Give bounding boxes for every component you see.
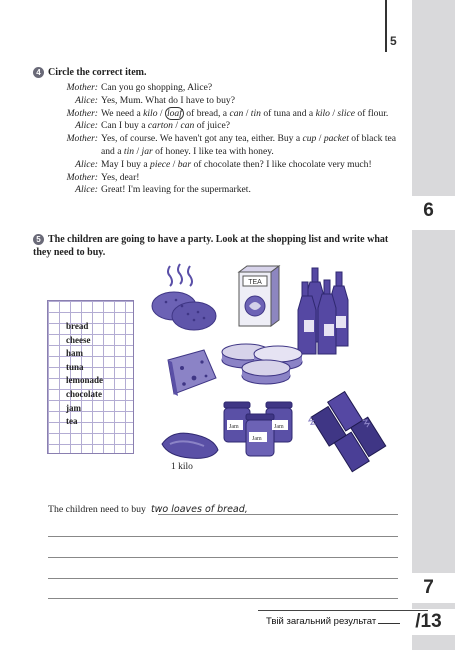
dialog-speech	[101, 133, 402, 159]
jam-jars-picture	[222, 398, 298, 458]
speech-text: of juice?	[194, 120, 230, 132]
jam-label: Jam	[252, 436, 262, 442]
sidebar	[412, 0, 455, 650]
chocolate-bars-picture	[316, 388, 386, 472]
speech-text: May I buy a	[101, 158, 151, 170]
tea-box-label: TEA	[248, 279, 262, 286]
dialog-speech	[101, 95, 402, 108]
answer-line[interactable]	[48, 578, 398, 579]
dialog-speech	[101, 159, 402, 172]
speech-text: /	[316, 133, 324, 145]
answer-option[interactable]: packet	[323, 133, 349, 145]
score-mark-task4: 6	[402, 196, 455, 230]
speech-text: of flour.	[355, 107, 389, 119]
answer-prompt: The children need to buy two loaves of bread,	[48, 504, 248, 515]
total-result: Твій загальний результат	[266, 616, 402, 627]
dialog-speaker: Mother:	[66, 107, 98, 119]
speech-text: Can you go shopping, Alice?	[101, 82, 213, 93]
dialog-line	[46, 120, 402, 133]
dialog-line	[46, 95, 402, 108]
shopping-list-item: tea	[66, 416, 78, 427]
answer-option[interactable]: can	[180, 120, 195, 132]
dialog-line	[46, 159, 402, 172]
speech-text: /	[329, 107, 338, 119]
dialog-speaker: Alice:	[75, 120, 98, 132]
score-mark-total: /13	[402, 609, 455, 635]
shopping-list-item: cheese	[66, 334, 91, 345]
dialog-speech	[101, 184, 402, 197]
answer-line[interactable]	[158, 514, 398, 515]
answer-option[interactable]: piece	[150, 158, 171, 170]
speech-text: We need a	[101, 107, 144, 119]
speech-text: Yes, Mum. What do I have to buy?	[101, 94, 235, 106]
ham-caption: 1 kilo	[171, 462, 193, 472]
dialog-line	[46, 172, 402, 185]
task5-title: The children are going to have a party. Look at the shopping list and write what they need to buy.	[33, 234, 389, 258]
shopping-list	[66, 320, 103, 429]
answer-option[interactable]: carton	[147, 120, 173, 132]
speech-text: of tuna and a	[260, 107, 316, 119]
bread-picture	[148, 262, 218, 334]
result-rule	[258, 610, 428, 611]
shopping-list-item: jam	[66, 402, 81, 413]
speech-text: Yes, dear!	[101, 171, 140, 183]
result-blank[interactable]	[378, 623, 400, 624]
answer-option[interactable]: slice	[337, 107, 356, 119]
jam-label: Jam	[274, 424, 284, 430]
circled-answer[interactable]: loaf	[166, 107, 182, 119]
handwritten-answer: two loaves of bread,	[150, 504, 248, 515]
speech-text: /	[134, 145, 142, 157]
answer-line[interactable]	[48, 598, 398, 599]
answer-option[interactable]: jar	[141, 145, 153, 157]
top-rule	[385, 0, 387, 52]
task4-heading	[33, 66, 146, 79]
dialog-speech	[101, 172, 402, 185]
shopping-list-item: ham	[66, 348, 84, 359]
speech-text: /	[172, 120, 181, 132]
dialog-speaker: Mother:	[66, 171, 98, 183]
speech-text: of chocolate then? I like chocolate very much!	[191, 158, 372, 170]
tea-box-picture	[235, 264, 283, 328]
dialog-line	[46, 133, 402, 159]
speech-text: of bread, a	[183, 107, 230, 119]
dialog-speech	[101, 108, 402, 121]
dialog-speaker: Alice:	[75, 158, 98, 170]
answer-option[interactable]: tin	[123, 145, 135, 157]
answer-option[interactable]: tin	[250, 107, 261, 119]
task4-dialog	[46, 82, 402, 197]
dialog-line	[46, 82, 402, 95]
task-number-badge: 4	[33, 67, 44, 78]
dialog-speaker: Alice:	[75, 184, 98, 196]
speech-text: /	[243, 107, 251, 119]
dialog-line	[46, 184, 402, 197]
ham-picture	[158, 428, 222, 462]
dialog-speech	[101, 120, 402, 133]
speech-text: of black tea and a	[101, 133, 397, 157]
shopping-list-item: tuna	[66, 361, 84, 372]
jam-label: Jam	[229, 424, 239, 430]
task5-heading	[33, 233, 403, 259]
answer-option[interactable]: bar	[177, 158, 192, 170]
answer-option[interactable]: cup	[302, 133, 317, 145]
answer-line[interactable]	[48, 557, 398, 558]
answer-option[interactable]: kilo	[143, 107, 158, 119]
shopping-list-item: chocolate	[66, 388, 102, 399]
speech-text: Yes, of course. We haven't got any tea, either. Buy a	[101, 133, 303, 145]
dialog-speaker: Mother:	[66, 133, 98, 145]
speech-text: /	[170, 158, 178, 170]
task-number-badge: 5	[33, 234, 44, 245]
answer-option[interactable]: can	[229, 107, 244, 119]
task4-title: Circle the correct item.	[48, 67, 147, 78]
speech-text: Great! I'm leaving for the supermarket.	[101, 184, 251, 196]
shopping-list-item: bread	[66, 321, 89, 331]
page-number: 5	[390, 34, 397, 48]
dialog-speaker: Alice:	[75, 94, 98, 106]
dialog-speaker: Mother:	[66, 82, 98, 93]
answer-option[interactable]: kilo	[315, 107, 330, 119]
score-mark-task5: 7	[402, 573, 455, 603]
answer-line[interactable]	[48, 536, 398, 537]
dialog-line	[46, 108, 402, 121]
speech-text: of honey. I like tea with honey.	[152, 145, 274, 157]
cheese-picture	[164, 348, 220, 398]
speech-text: Can I buy a	[101, 120, 148, 132]
speech-text: /	[157, 107, 165, 119]
tuna-tins-picture	[218, 338, 310, 386]
dialog-speech	[101, 82, 402, 95]
shopping-list-item: lemonade	[66, 375, 103, 386]
